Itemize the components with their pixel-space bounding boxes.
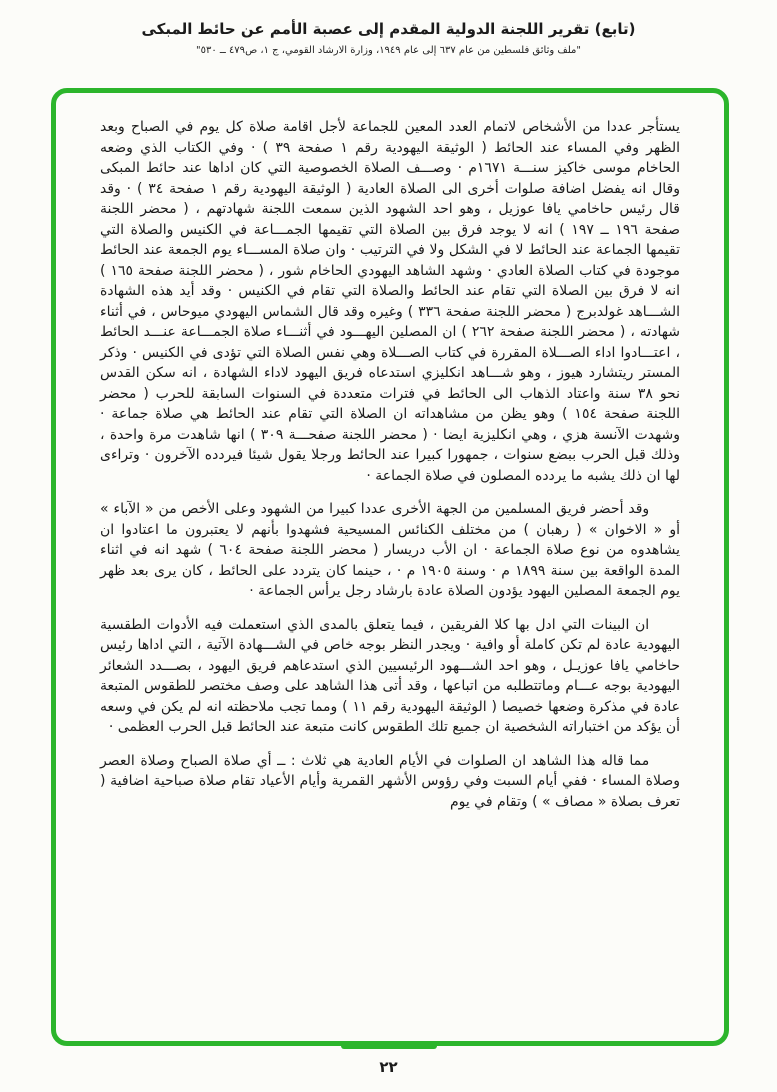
- body-paragraph-4: مما قاله هذا الشاهد ان الصلوات في الأيام العادية هي ثلاث : ــ أي صلاة الصباح وصلاة العصر وصلاة المساء · ففي أيام السبت وفي رؤوس الأشهر القمرية وأيام الأعياد تقام صلاة صباحية اضافية ( تعرف بصلاة « مصاف » ) وتقام في يوم: [100, 752, 680, 810]
- green-underline-mark: [341, 1042, 437, 1049]
- body-paragraph-2: وقد أحضر فريق المسلمين من الجهة الأخرى عددا كبيرا من الشهود وعلى الأخص من « الآباء » أو « الاخوان » ( رهبان ) من مختلف الكنائس المسيحية فشهدوا بأنهم لا يعتبرون ما اعتادوا ان يشاهدوه من نوع صلاة الجماعة · ان الأب دريسار ( محضر اللجنة صفحة ٦٠٤ ) شهد انه في اثناء المدة الواقعة بين سنة ١٨٩٩ م · وسنة ١٩٠٥ م · ، حينما كان يتردد على الحائط ، كان يرى بعد ظهر يوم الجمعة المصلين اليهود يؤدون الصلاة عادة بارشاد رجل يرأس الجماعة ·: [100, 501, 681, 599]
- page-title: (تابع) تقرير اللجنة الدولية المقدم إلى عصبة الأمم عن حائط المبكى: [141, 20, 636, 38]
- body-paragraph-3: ان البينات التي ادل بها كلا الفريقين ، فيما يتعلق بالمدى الذي استعملت فيه الأدوات الطقسية اليهودية عادة لم تكن كاملة أو وافية · ويجدر النظر بوجه خاص في الشـــهادة الآتية ، التي اداها رئيس حاخامي يافا عوزيـل ، وهو احد الشـــهود الرئيسيين الذي استدعاهم فريق اليهود ، بصـــدد الشعائر اليهودية بوجه عـــام وماتتطلبه من اتباعها ، وقد أتى هذا الشاهد على وصف مختصر للطقوس المتبعة عادة في مذكرة وضعها خصيصا ( الوثيقة اليهودية رقم ١١ ) ومما تجب ملاحظته انه لم يكن في وسعه أن يؤكد من اختباراته الشخصية ان جميع تلك الطقوس كانت متبعة عند الحائط قبل الحرب العظمى ·: [100, 616, 680, 735]
- document-header: [0, 0, 777, 56]
- body-paragraph-1: يستأجر عددا من الأشخاص لاتمام العدد المعين للجماعة لأجل اقامة صلاة كل يوم في الصباح وبعد الظهر وفي المساء عند الحائط ( الوثيقة اليهودية رقم ١ صفحة ٣٩ ) · وفي الكتاب الذي وضعه الحاخام موسى خاكيز سنـــة ١٦٧١م · وصـــف الصلاة الخصوصية التي كان اداها عند حائط المبكى وقال انه يفضل اضافة صلوات أخرى الى الصلاة العادية ( الوثيقة اليهودية رقم ١ صفحة ٣٤ ) · وقد قال رئيس حاخامي يافا عوزيل ، وهو احد الشهود الذين سمعت اللجنة شهادتهم ، ( محضر اللجنة صفحة ١٩٦ ــ ١٩٧ ) انه لا يوجد فرق بين الصلاة التي تقيمها الجمـــاعة في الكنيس والصلاة التي تقيمها الجماعة عند الحائط لا في الشكل ولا في الترتيب · وان صلاة المســـاء يوم الجمعة عند الحائط موجودة في كتاب الصلاة العادي · وشهد الشاهد اليهودي الحاخام شور ، ( محضر اللجنة صفحة ١٦٥ ) انه لا فرق بين الصلاة التي تقام عند الحائط والصلاة التي تقام في الكنيس · وقد أيد هذه الشهادة الشـــاهد غولدبرج ( محضر اللجنة صفحة ٣٣٦ ) وغيره وقد قال الشماس اليهودي ميوحاس ، في أثناء شهادته ، ( محضر اللجنة صفحة ٢٦٢ ) ان المصلين اليهـــود في أثنـــاء صلاة الجمـــاعة عنـــد الحائط ، اعتـــادوا اداء الصـــلاة المقررة في كتاب الصـــلاة وهي نفس الصلاة التي تؤدى في الكنيس · وذكر المستر ريتشارد هيوز ، وهو شـــاهد انكليزي استدعاه فريق اليهود لاداء الشهادة ، انه سكن القدس نحو ٣٨ سنة واعتاد الذهاب الى الحائط في فترات متعددة في السنوات السابقة للحرب ( محضر اللجنة صفحة ١٥٤ ) وهو يظن من مشاهداته ان الصلاة التي تقام عند الحائط هي صلاة جماعة · وشهدت الآنسة هزي ، وهي انكليزية ايضا · ( محضر اللجنة صفحـــة ٣٠٩ ) انها شاهدت مرة واحدة ، وذلك قبل الحرب ببضع سنوات ، جمهورا كبيرا عند الحائط ورجلا يقول شيئا فيردده الآخرون · وتراءى لها ان ذلك يشبه ما يردده المصلون في صلاة الجماعة ·: [100, 119, 681, 484]
- page-number: ٢٢: [379, 1058, 398, 1076]
- text-frame: [51, 88, 729, 1046]
- source-citation: "ملف وثائق فلسطين من عام ٦٣٧ إلى عام ١٩٤٩، وزارة الارشاد القومي، ج ١، ص٤٧٩ ــ ٥٣٠": [195, 45, 582, 56]
